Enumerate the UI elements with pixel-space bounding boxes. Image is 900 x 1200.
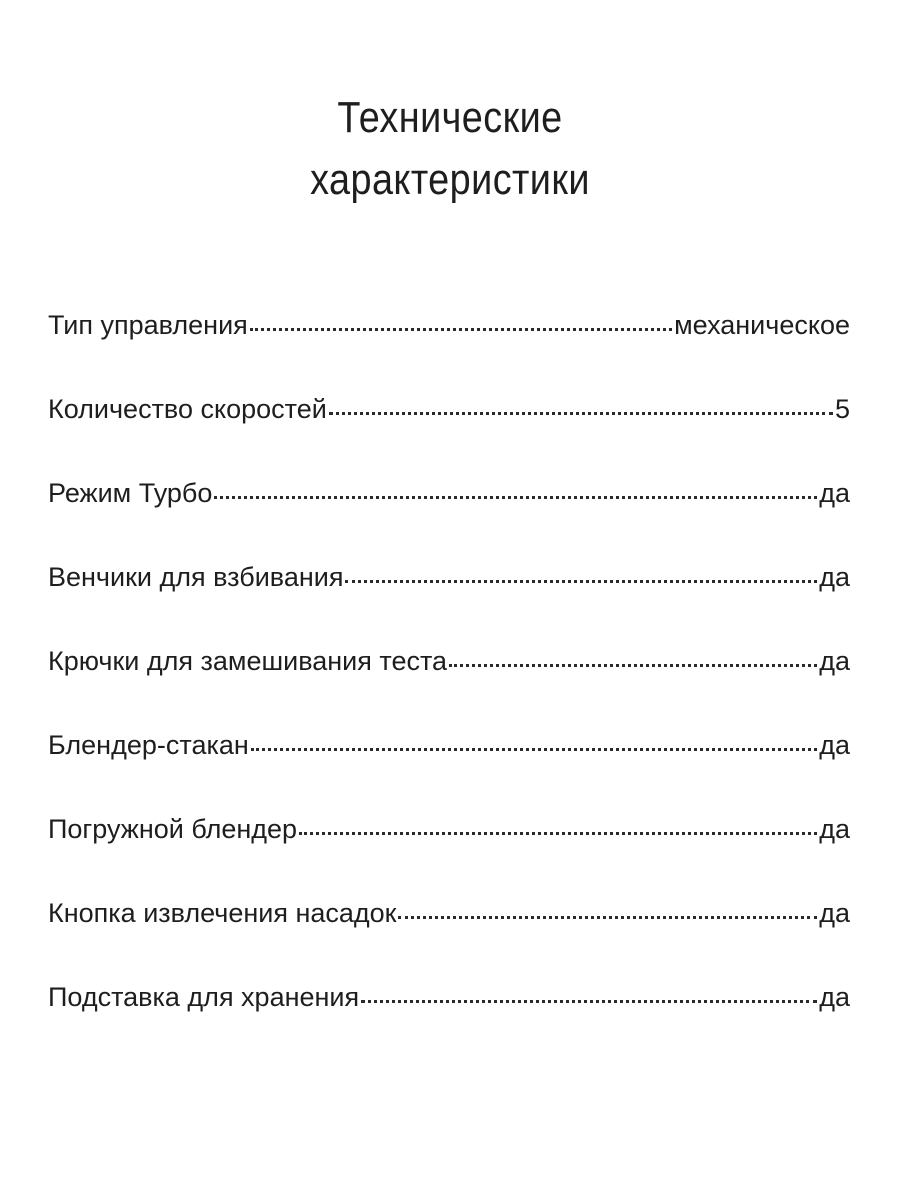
spec-row-whisks <box>48 552 850 636</box>
spec-label: Погружной блендер <box>48 814 298 844</box>
spec-row-control-type <box>48 300 850 384</box>
spec-row-eject-button <box>48 888 850 972</box>
dot-leader <box>329 388 833 418</box>
spec-value: да <box>819 730 850 760</box>
dot-leader <box>398 892 817 922</box>
spec-value: 5 <box>834 394 850 424</box>
spec-value: да <box>819 982 850 1012</box>
dot-leader <box>214 472 817 502</box>
spec-label: Тип управления <box>48 310 248 340</box>
spec-label: Венчики для взбивания <box>48 562 344 592</box>
spec-value: механическое <box>674 310 850 340</box>
spec-row-speed-count <box>48 384 850 468</box>
page-title <box>63 87 837 211</box>
spec-row-turbo-mode <box>48 468 850 552</box>
dot-leader <box>345 556 817 586</box>
spec-label: Количество скоростей <box>48 394 327 424</box>
dot-leader <box>449 640 817 670</box>
spec-value: да <box>819 814 850 844</box>
spec-label: Подставка для хранения <box>48 982 360 1012</box>
spec-row-storage-stand <box>48 972 850 1056</box>
spec-label: Блендер-стакан <box>48 730 249 760</box>
page-title-line-2: характеристики <box>310 155 590 205</box>
spec-label: Крючки для замешивания теста <box>48 646 448 676</box>
spec-row-dough-hooks <box>48 636 850 720</box>
spec-value: да <box>819 898 850 928</box>
page-title-line-1: Технические <box>337 93 563 143</box>
spec-row-immersion-blender <box>48 804 850 888</box>
dot-leader <box>361 976 817 1006</box>
spec-label: Режим Турбо <box>48 478 213 508</box>
spec-label: Кнопка извлечения насадок <box>48 898 397 928</box>
spec-value: да <box>819 478 850 508</box>
dot-leader <box>251 724 817 754</box>
spec-list <box>48 300 850 1056</box>
dot-leader <box>299 808 817 838</box>
spec-value: да <box>819 646 850 676</box>
spec-value: да <box>819 562 850 592</box>
dot-leader <box>250 304 672 334</box>
spec-row-blender-cup <box>48 720 850 804</box>
